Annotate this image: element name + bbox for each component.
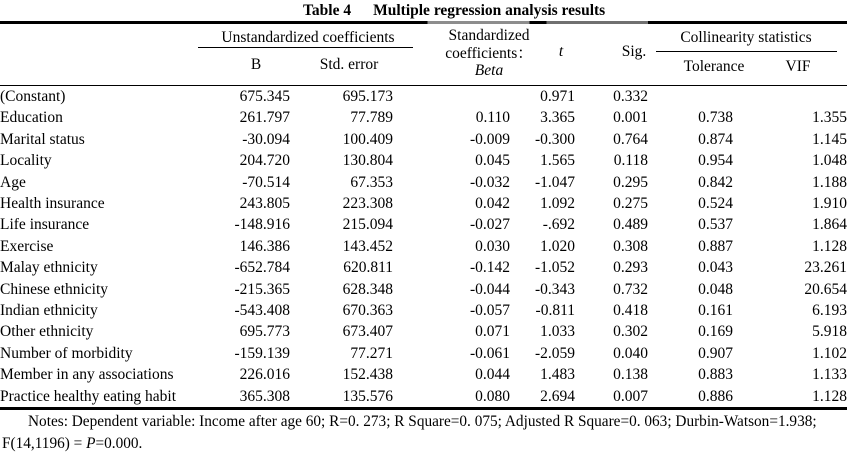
cell-beta [393,86,510,107]
cell-sig: 0.138 [613,366,648,384]
cell-sig: 0.332 [613,88,648,105]
regression-table [0,86,847,407]
cell-b: -148.916 [234,216,290,234]
table-row [0,343,847,364]
header-standardized-line1: Standardized [448,27,530,44]
table-row [0,150,847,171]
cell-sig: 0.118 [613,152,648,170]
table-row [0,214,847,235]
unstandardized-group-underline [198,47,413,48]
notes-line2 [0,433,847,455]
cell-b: 204.720 [239,152,290,170]
row-label: Life insurance [0,216,90,234]
cell-tolerance: 0.738 [698,109,733,127]
header-standardized-line2: coefficients： [445,44,533,62]
header-standardized-line3: Beta [474,62,504,79]
cell-b: -215.365 [234,280,290,298]
row-label: Practice healthy eating habit [0,387,177,405]
cell-t: -0.811 [535,302,575,320]
cell-std-error: 100.409 [342,130,393,148]
cell-b: -30.094 [242,130,290,148]
cell-std-error: 143.452 [342,237,393,255]
cell-sig: 0.489 [613,216,648,234]
cell-std-error: 152.438 [342,366,393,384]
header-unstandardized-group: Unstandardized coefficients [221,29,395,46]
cell-t: 1.483 [540,366,575,384]
row-label: Other ethnicity [0,323,94,341]
row-label: (Constant) [0,88,66,105]
cell-tolerance: 0.907 [698,344,733,362]
table-row [0,86,847,107]
table-header [0,24,847,86]
cell-std-error: 67.353 [350,173,393,191]
table-row [0,193,847,214]
cell-tolerance: 0.169 [698,323,733,341]
table-row [0,172,847,193]
cell-std-error: 628.348 [342,280,393,298]
cell-sig: 0.732 [613,280,648,298]
collinearity-group-underline [656,51,837,52]
cell-t: -1.047 [534,173,575,191]
cell-beta: 0.080 [475,387,510,405]
cell-beta: 0.071 [475,323,510,341]
cell-b: 261.797 [239,109,290,127]
table-row [0,321,847,342]
cell-b: -543.408 [234,302,290,320]
table-row [0,279,847,300]
cell-beta: -0.142 [469,259,510,277]
header-b: B [250,56,262,73]
cell-sig: 0.007 [613,387,648,405]
header-vif: VIF [785,58,811,75]
header-standardized-beta [445,27,533,80]
cell-vif: 1.128 [812,387,847,405]
row-label: Malay ethnicity [0,259,98,277]
cell-vif: 20.654 [804,280,847,298]
cell-beta: -0.027 [469,216,510,234]
row-label: Health insurance [0,195,105,213]
cell-vif: 1.133 [812,366,847,384]
row-label: Number of morbidity [0,344,133,362]
table-bottom-rule [0,407,847,410]
cell-vif: 1.128 [812,237,847,255]
cell-b: -70.514 [242,173,290,191]
cell-t: 3.365 [540,109,575,127]
cell-b: -652.784 [234,259,290,277]
cell-beta: 0.042 [475,195,510,213]
cell-vif: 23.261 [804,259,847,277]
cell-tolerance [648,86,733,107]
cell-t: 0.971 [540,88,575,105]
row-label: Marital status [0,130,85,148]
cell-sig: 0.295 [613,173,648,191]
table-row [0,257,847,278]
cell-tolerance: 0.887 [698,237,733,255]
table-row [0,300,847,321]
cell-std-error: 77.789 [350,109,393,127]
header-t: t [558,43,564,60]
cell-std-error: 130.804 [342,152,393,170]
table-title-number: Table 4 [303,2,352,19]
cell-t: 1.565 [540,152,575,170]
cell-std-error: 77.271 [350,344,393,362]
cell-vif: 1.145 [812,130,847,148]
cell-tolerance: 0.161 [698,302,733,320]
cell-tolerance: 0.048 [698,280,733,298]
cell-std-error: 673.407 [342,323,393,341]
cell-b: -159.139 [234,344,290,362]
cell-vif: 1.102 [812,344,847,362]
cell-vif: 1.864 [812,216,847,234]
row-label: Indian ethnicity [0,302,98,320]
notes-line1: Notes: Dependent variable: Income after age 60; R=0. 273; R Square=0. 075; Adjusted R Square=0. 063; Durbin-Watson=1.938; [28,413,817,430]
cell-t: -0.343 [534,280,575,298]
cell-std-error: 215.094 [342,216,393,234]
table-row [0,107,847,128]
cell-tolerance: 0.537 [698,216,733,234]
cell-vif: 1.048 [812,152,847,170]
table-body [0,86,847,407]
cell-b: 146.386 [239,237,290,255]
cell-tolerance: 0.954 [698,152,733,170]
table-row [0,364,847,385]
cell-tolerance: 0.883 [698,366,733,384]
row-label: Exercise [0,237,54,255]
cell-t: -2.059 [534,344,575,362]
cell-t: 1.033 [540,323,575,341]
cell-beta: -0.009 [469,130,510,148]
cell-tolerance: 0.842 [698,173,733,191]
notes-p-symbol: P [86,434,96,452]
cell-vif: 1.188 [812,173,847,191]
cell-sig: 0.764 [613,130,648,148]
cell-sig: 0.302 [613,323,648,341]
header-collinearity-group: Collinearity statistics [680,29,812,46]
cell-t: -0.300 [534,130,575,148]
table-row [0,386,847,407]
cell-sig: 0.418 [613,302,648,320]
cell-tolerance: 0.043 [698,259,733,277]
cell-b: 226.016 [239,366,290,384]
cell-b: 675.345 [239,88,290,105]
cell-vif [733,86,847,107]
table-title [303,2,605,20]
cell-vif: 6.193 [812,302,847,320]
cell-beta: -0.044 [469,280,510,298]
cell-std-error: 670.363 [342,302,393,320]
header-std-error: Std. error [319,56,379,73]
cell-t: -1.052 [534,259,575,277]
cell-std-error: 620.811 [343,259,393,277]
cell-beta: 0.110 [475,109,510,127]
cell-vif: 1.355 [812,109,847,127]
header-tolerance: Tolerance [683,58,745,75]
cell-tolerance: 0.874 [698,130,733,148]
notes-p-value: =0.000. [95,434,143,452]
cell-std-error: 695.173 [342,88,393,105]
notes-f-statistic: F(14,1196) = [2,434,87,452]
table-row [0,129,847,150]
table-notes [0,411,847,454]
row-label: Member in any associations [0,366,174,384]
cell-beta: -0.032 [469,173,510,191]
cell-sig: 0.275 [613,195,648,213]
cell-sig: 0.308 [613,237,648,255]
cell-t: -.692 [542,216,575,234]
cell-std-error: 223.308 [342,195,393,213]
row-label: Locality [0,152,52,170]
cell-tolerance: 0.524 [698,195,733,213]
cell-t: 2.694 [540,387,575,405]
table-row [0,236,847,257]
cell-std-error: 135.576 [342,387,393,405]
cell-t: 1.092 [540,195,575,213]
cell-b: 243.805 [239,195,290,213]
cell-beta: -0.057 [469,302,510,320]
row-label: Age [0,173,26,191]
cell-beta: -0.061 [469,344,510,362]
cell-beta: 0.045 [475,152,510,170]
cell-sig: 0.293 [613,259,648,277]
table-title-text: Multiple regression analysis results [373,2,606,19]
cell-beta: 0.044 [475,366,510,384]
header-sig: Sig. [621,43,647,60]
cell-b: 695.773 [239,323,290,341]
cell-vif: 5.918 [812,323,847,341]
cell-sig: 0.001 [613,109,648,127]
row-label: Education [0,109,63,127]
cell-sig: 0.040 [613,344,648,362]
cell-b: 365.308 [239,387,290,405]
cell-tolerance: 0.886 [698,387,733,405]
cell-t: 1.020 [540,237,575,255]
cell-vif: 1.910 [812,195,847,213]
cell-beta: 0.030 [475,237,510,255]
row-label: Chinese ethnicity [0,280,109,298]
